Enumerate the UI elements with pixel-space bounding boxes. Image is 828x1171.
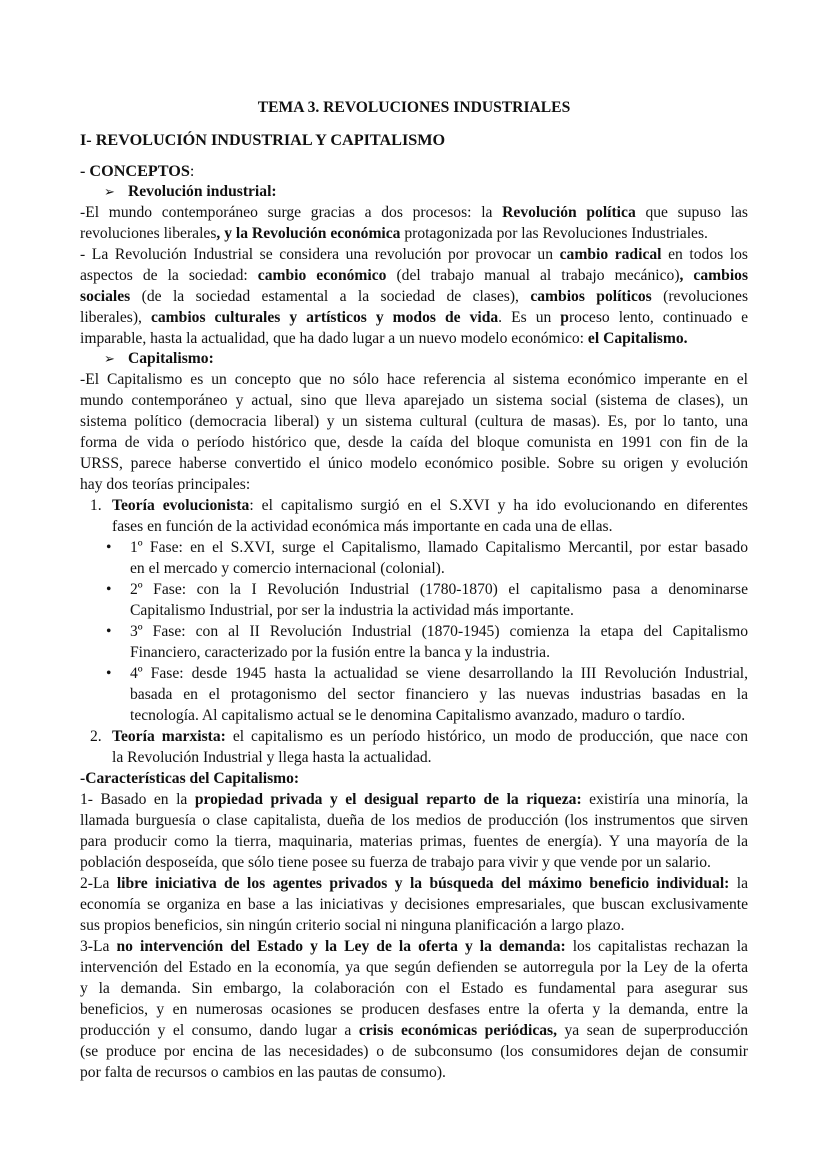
paragraph <box>80 369 748 495</box>
concepts-heading <box>80 161 748 182</box>
text-run: producción y el consumo, dando lugar a <box>80 1022 359 1039</box>
text-run: economía se organiza en base a las iniciativas y decisiones empresariales, que buscan exclusivamente <box>80 896 748 913</box>
bold-text: cambio económico <box>257 267 387 284</box>
text-run: forma de vida o período histórico que, desde la caída del bloque comunista en 1991 con fin de la <box>80 434 748 451</box>
text-line <box>130 558 748 579</box>
text-run: en el mercado y comercio internacional (colonial). <box>130 560 445 577</box>
bullet-icon: • <box>106 665 112 682</box>
paragraph <box>80 202 748 244</box>
text-line <box>80 999 748 1020</box>
bold-text: cambios culturales y artísticos y modos de vida <box>150 309 499 326</box>
text-line <box>80 873 748 894</box>
bullet-item <box>80 621 748 663</box>
text-run: -El Capitalismo es un concepto que no sólo hace referencia al sistema económico imperante en el <box>80 371 748 388</box>
text-run: (se produce por encina de las necesidades) o de subconsumo (los consumidores dejan de consumir <box>80 1043 748 1060</box>
arrow-bullet-icon: ➢ <box>104 351 115 366</box>
text-run: llamada burguesía o clase capitalista, dueña de los medios de producción (los instrumentos que sirven <box>80 812 748 829</box>
document-page <box>80 97 748 1083</box>
text-run: aspectos de la sociedad: <box>80 267 258 284</box>
characteristics-heading: -Características del Capitalismo: <box>80 770 300 787</box>
bold-text: , y la Revolución económica <box>216 225 401 242</box>
text-run: revoluciones liberales <box>80 225 217 242</box>
text-line <box>130 621 748 642</box>
text-line <box>80 474 748 495</box>
text-line <box>80 957 748 978</box>
text-line <box>130 705 748 726</box>
text-line <box>80 390 748 411</box>
bullet-icon: • <box>106 539 112 556</box>
text-line <box>80 411 748 432</box>
text-run: 3º Fase: con al II Revolución Industrial (1870-1945) comienza la etapa del Capitalismo <box>130 623 748 640</box>
text-line <box>80 936 748 957</box>
text-line <box>80 852 748 873</box>
text-run: basada en el protagonismo del sector financiero y las nuevas industrias basadas en la <box>130 686 748 703</box>
bold-text: sociales <box>80 288 131 305</box>
text-line <box>80 432 748 453</box>
text-line <box>130 600 748 621</box>
bullet-icon: • <box>106 581 112 598</box>
text-run: en todos los <box>661 246 748 263</box>
text-run: 2-La <box>80 875 117 892</box>
text-run: población desposeída, que sólo tiene posee su fuerza de trabajo para vivir y que vende por un salario. <box>80 854 711 871</box>
text-line <box>80 978 748 999</box>
bold-text: , cambios <box>679 267 749 284</box>
text-run: 2º Fase: con la I Revolución Industrial (1780-1870) el capitalismo pasa a denominarse <box>130 581 748 598</box>
text-run: . Es un <box>498 309 561 326</box>
text-run: que supuso las <box>635 204 749 221</box>
text-line <box>80 1020 748 1041</box>
document-body <box>80 182 748 1083</box>
paragraph <box>80 936 748 1083</box>
text-run: intervención del Estado en la economía, ya que según defienden se autorregula por la Ley de la oferta <box>80 959 748 976</box>
text-run: sistema político (democracia liberal) y un sistema cultural (cultura de masas). Es, por lo tanto, una <box>80 413 748 430</box>
subheading-text: Revolución industrial: <box>128 183 277 200</box>
text-run: existiría una minoría, la <box>581 791 748 808</box>
text-run: Financiero, caracterizado por la fusión entre la banca y la industria. <box>130 644 550 661</box>
bold-text: Teoría marxista: <box>112 728 226 745</box>
text-line <box>130 663 748 684</box>
text-run: ya sean de superproducción <box>557 1022 749 1039</box>
text-run: -El mundo contemporáneo surge gracias a dos procesos: la <box>80 204 503 221</box>
concepts-colon: : <box>189 162 195 180</box>
text-line <box>80 894 748 915</box>
text-line <box>130 579 748 600</box>
text-line <box>80 265 748 286</box>
item-number: 1. <box>90 497 102 514</box>
text-run: tecnología. Al capitalismo actual se le denomina Capitalismo avanzado, maduro o tardío. <box>130 707 686 724</box>
text-run: 3-La <box>80 938 117 955</box>
text-line <box>80 286 748 307</box>
bold-text: cambios políticos <box>530 288 652 305</box>
text-line <box>80 369 748 390</box>
text-run: URSS, parece haberse convertido el único modelo económico posible. Sobre su origen y evolución <box>80 455 748 472</box>
text-line <box>80 453 748 474</box>
bold-text: p <box>560 309 569 326</box>
text-run: beneficios, y en numerosas ocasiones se producen desfases entre la oferta y la demanda, entre la <box>80 1001 748 1018</box>
bold-text: no intervención del Estado y la Ley de la oferta y la demanda: <box>116 938 566 955</box>
arrow-bullet-icon: ➢ <box>104 184 115 199</box>
text-run: protagonizada por las Revoluciones Industriales. <box>400 225 708 242</box>
text-run: (revoluciones <box>651 288 749 305</box>
bullet-item <box>80 579 748 621</box>
numbered-item <box>80 495 748 537</box>
text-line <box>112 516 748 537</box>
paragraph <box>80 244 748 349</box>
document-title: TEMA 3. REVOLUCIONES INDUSTRIALES <box>257 99 571 116</box>
bold-text: propiedad privada y el desigual reparto de la riqueza: <box>194 791 582 808</box>
text-run: y la demanda. Sin embargo, la colaboración con el Estado es fundamental para asegurar sus <box>80 980 748 997</box>
text-line <box>80 307 748 328</box>
text-run: mundo contemporáneo y actual, sino que lleva aparejado un sistema social (sistema de clases), un <box>80 392 748 409</box>
bullet-item <box>80 663 748 726</box>
subheading <box>80 182 748 202</box>
text-line <box>130 684 748 705</box>
text-line <box>80 915 748 936</box>
text-line <box>80 223 748 244</box>
paragraph <box>80 789 748 873</box>
text-run: hay dos teorías principales: <box>80 476 251 493</box>
text-run: 4º Fase: desde 1945 hasta la actualidad se viene desarrollando la III Revolución Industrial, <box>130 665 748 682</box>
text-run: (del trabajo manual al trabajo mecánico) <box>386 267 680 284</box>
text-run: sus propios beneficios, sin ningún criterio social ni ninguna planificación a largo plazo. <box>80 917 625 934</box>
subheading <box>80 349 748 369</box>
bold-text: crisis económicas periódicas, <box>358 1022 558 1039</box>
text-run: por falta de recursos o cambios en las pautas de consumo). <box>80 1064 446 1081</box>
text-run: la <box>729 875 748 892</box>
text-line <box>80 1062 748 1083</box>
item-number: 2. <box>90 728 102 745</box>
paragraph <box>80 873 748 936</box>
text-run: roceso lento, continuado e <box>568 309 749 326</box>
text-run: : el capitalismo surgió en el S.XVI y ha ido evolucionando en diferentes <box>249 497 748 514</box>
text-line <box>112 747 748 768</box>
text-line <box>80 1041 748 1062</box>
text-line <box>80 810 748 831</box>
text-line <box>130 642 748 663</box>
text-run: 1- Basado en la <box>80 791 195 808</box>
text-line <box>112 495 748 516</box>
bold-text: Revolución política <box>502 204 636 221</box>
text-line <box>80 244 748 265</box>
text-run: - La Revolución Industrial se considera una revolución por provocar un <box>80 246 560 263</box>
text-line <box>80 789 748 810</box>
text-run: fases en función de la actividad económica más importante en cada una de ellas. <box>112 518 613 535</box>
bullet-icon: • <box>106 623 112 640</box>
text-run: los capitalistas rechazan la <box>565 938 748 955</box>
text-run: Capitalismo Industrial, por ser la industria la actividad más importante. <box>130 602 574 619</box>
bold-text: libre iniciativa de los agentes privados y la búsqueda del máximo beneficio individual: <box>116 875 730 892</box>
bold-text: el Capitalismo. <box>587 330 688 347</box>
text-run: liberales), <box>80 309 151 326</box>
text-run: 1º Fase: en el S.XVI, surge el Capitalismo, llamado Capitalismo Mercantil, por estar basado <box>130 539 748 556</box>
text-line <box>80 328 748 349</box>
text-run: la Revolución Industrial y llega hasta la actualidad. <box>112 749 432 766</box>
subheading-text: Capitalismo: <box>128 350 214 367</box>
text-run: (de la sociedad estamental a la sociedad de clases), <box>130 288 531 305</box>
text-line <box>80 202 748 223</box>
text-line <box>112 726 748 747</box>
bold-text: Teoría evolucionista <box>112 497 250 514</box>
concepts-label: - CONCEPTOS <box>80 162 190 180</box>
text-run: imparable, hasta la actualidad, que ha dado lugar a un nuevo modelo económico: <box>80 330 588 347</box>
bold-text: cambio radical <box>559 246 662 263</box>
text-line <box>130 537 748 558</box>
text-run: el capitalismo es un período histórico, un modo de producción, que nace con <box>225 728 748 745</box>
numbered-item <box>80 726 748 768</box>
bullet-item <box>80 537 748 579</box>
section-heading: I- REVOLUCIÓN INDUSTRIAL Y CAPITALISMO <box>80 131 446 149</box>
text-line <box>80 831 748 852</box>
text-run: para producir como la tierra, maquinaria, materias primas, fuentes de energía). Y una mayoría de la <box>80 833 748 850</box>
